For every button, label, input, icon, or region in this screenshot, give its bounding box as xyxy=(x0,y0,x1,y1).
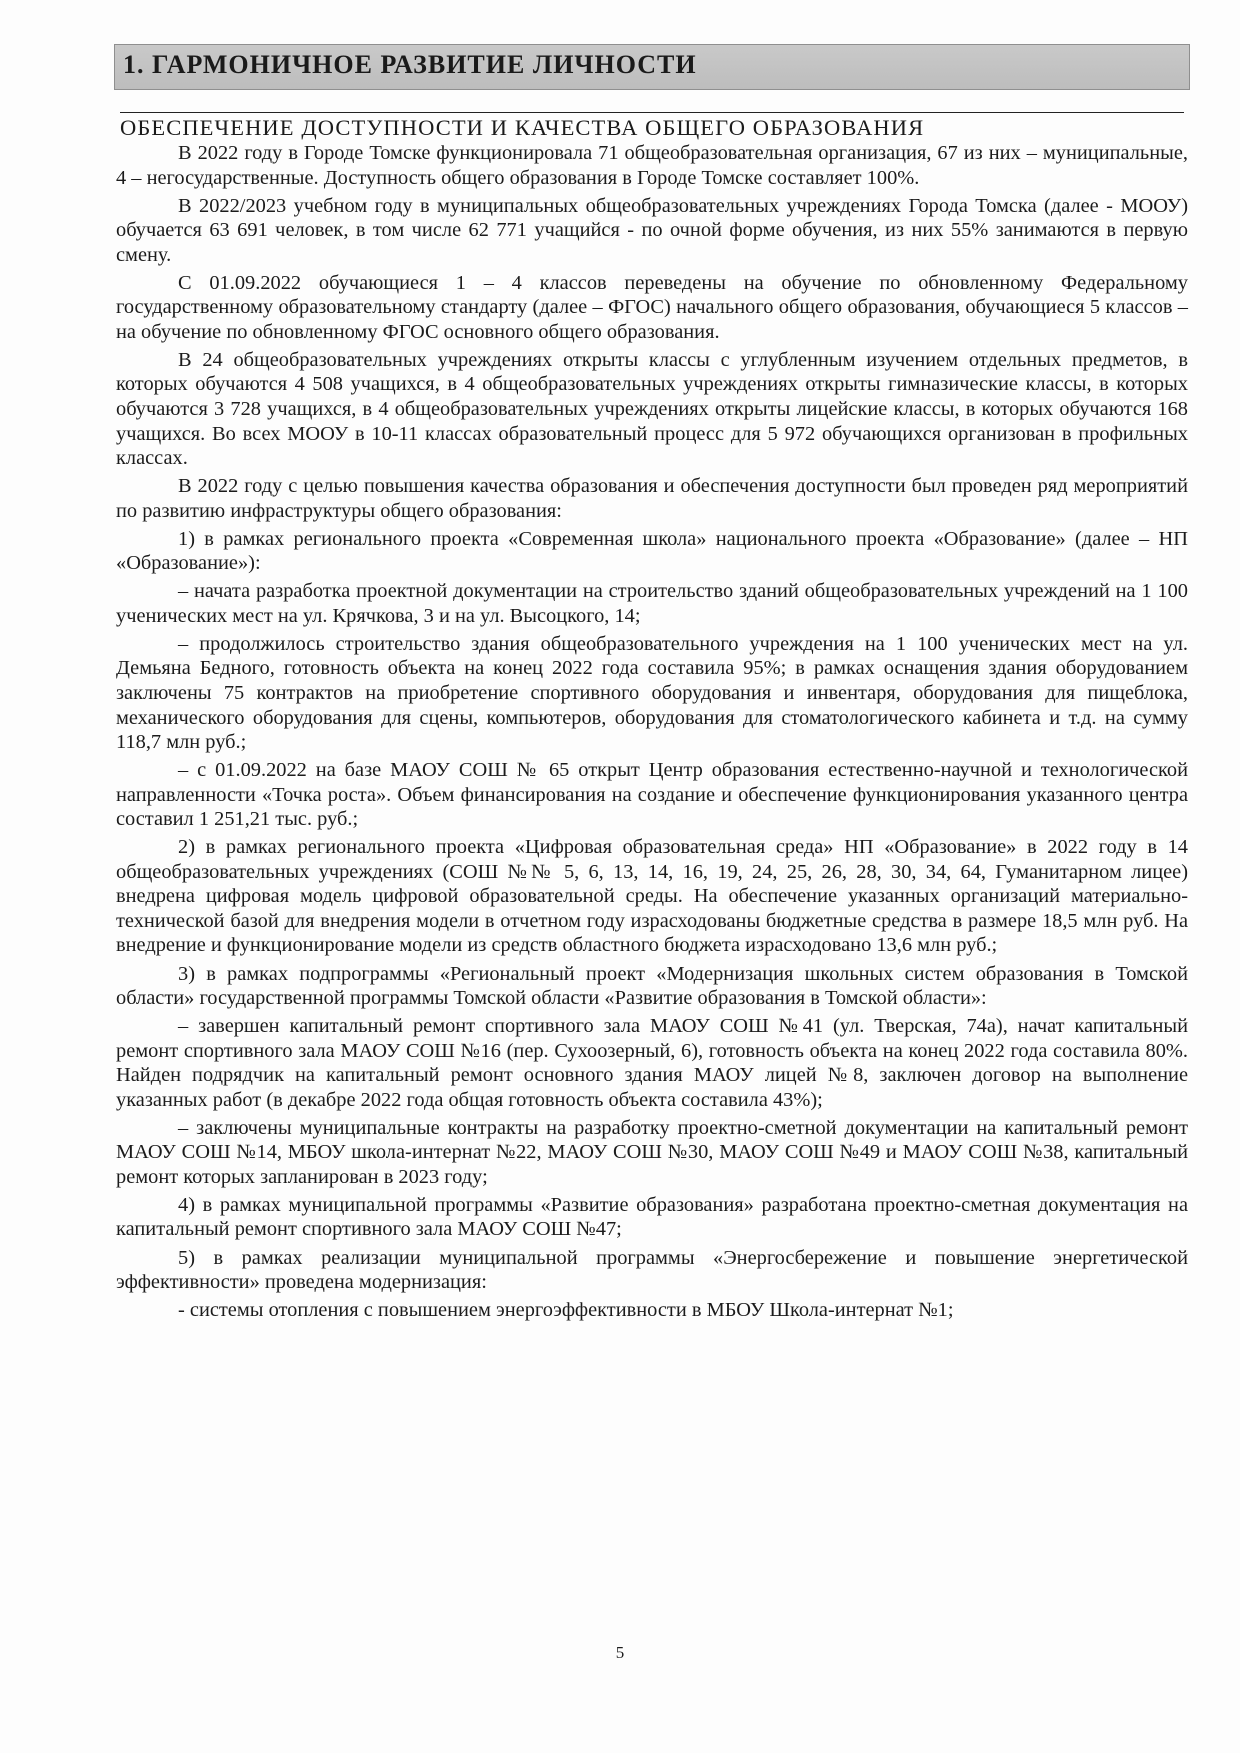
paragraph: С 01.09.2022 обучающиеся 1 – 4 классов переведены на обучение по обновленному Федеральному государственному образовательному стандарту (далее – ФГОС) начального общего образования, обучающиеся 5 классов – на обучение по обновленному ФГОС основного общего образования. xyxy=(116,271,1188,343)
paragraph: 5) в рамках реализации муниципальной программы «Энергосбережение и повышение энергетической эффективности» проведена модернизация: xyxy=(116,1246,1188,1294)
paragraph: В 2022/2023 учебном году в муниципальных общеобразовательных учреждениях Города Томска (далее - МООУ) обучается 63 691 человек, в том числе 62 771 учащийся - по очной форме обучения, из них 55% занимаются в первую смену. xyxy=(116,194,1188,266)
paragraph: - системы отопления с повышением энергоэффективности в МБОУ Школа-интернат №1; xyxy=(178,1299,954,1322)
paragraph: В 2022 году в Городе Томске функционировала 71 общеобразовательная организация, 67 из них – муниципальные, 4 – негосударственные. Доступность общего образования в Городе Томске составляет 100%. xyxy=(116,142,1188,189)
section-title: ОБЕСПЕЧЕНИЕ ДОСТУПНОСТИ И КАЧЕСТВА ОБЩЕГО ОБРАЗОВАНИЯ xyxy=(120,112,1184,141)
paragraph: 4) в рамках муниципальной программы «Развитие образования» разработана проектно-сметная документация на капитальный ремонт спортивного зала МАОУ СОШ №47; xyxy=(116,1193,1188,1241)
chapter-title: 1. ГАРМОНИЧНОЕ РАЗВИТИЕ ЛИЧНОСТИ xyxy=(123,50,697,79)
paragraph: – продолжилось строительство здания общеобразовательного учреждения на 1 100 ученических мест на ул. Демьяна Бедного, готовность объекта на конец 2022 года составила 95%; в рамках оснащения здания оборудованием заключены 75 контрактов на приобретение спортивного оборудования и инвентаря, оборудования для пищеблока, механического оборудования для сцены, компьютеров, оборудования для стоматологического кабинета и т.д. на сумму 118,7 млн руб.; xyxy=(116,632,1188,754)
paragraph: – с 01.09.2022 на базе МАОУ СОШ № 65 открыт Центр образования естественно-научной и технологической направленности «Точка роста». Объем финансирования на создание и обеспечение функционирования указанного центра составил 1 251,21 тыс. руб.; xyxy=(116,759,1188,831)
paragraph: 1) в рамках регионального проекта «Современная школа» национального проекта «Образование» (далее – НП «Образование»): xyxy=(116,527,1188,575)
paragraph: 2) в рамках регионального проекта «Цифровая образовательная среда» НП «Образование» в 2022 году в 14 общеобразовательных учреждениях (СОШ №№ 5, 6, 13, 14, 16, 19, 24, 25, 26, 28, 30, 34, 64, Гуманитарном лицее) внедрена цифровая модель цифровой образовательной среды. На обеспечение указанных организаций материально-технической базой для внедрения модели в отчетном году израсходованы бюджетные средства в размере 18,5 млн руб. На внедрение и функционирование модели из средств областного бюджета израсходовано 13,6 млн руб.; xyxy=(116,836,1188,957)
page-number: 5 xyxy=(615,1643,625,1662)
paragraph: – начата разработка проектной документации на строительство зданий общеобразовательных учреждений на 1 100 ученических мест на ул. Крячкова, 3 и на ул. Высоцкого, 14; xyxy=(116,580,1188,627)
paragraph: – заключены муниципальные контракты на разработку проектно-сметной документации на капитальный ремонт МАОУ СОШ №14, МБОУ школа-интернат №22, МАОУ СОШ №30, МАОУ СОШ №49 и МАОУ СОШ №38, капитальный ремонт которых запланирован в 2023 году; xyxy=(116,1116,1188,1188)
chapter-header-band xyxy=(114,44,1190,90)
paragraph: – завершен капитальный ремонт спортивного зала МАОУ СОШ №41 (ул. Тверская, 74а), начат капитальный ремонт спортивного зала МАОУ СОШ №16 (пер. Сухоозерный, 6), готовность объекта на конец 2022 года составила 80%. Найден подрядчик на капитальный ремонт основного здания МАОУ лицей №8, заключен договор на выполнение указанных работ (в декабре 2022 года общая готовность объекта составила 43%); xyxy=(116,1015,1188,1111)
paragraph: В 2022 году с целью повышения качества образования и обеспечения доступности был проведен ряд мероприятий по развитию инфраструктуры общего образования: xyxy=(116,475,1188,522)
body-text xyxy=(116,141,1188,1326)
paragraph: 3) в рамках подпрограммы «Региональный проект «Модернизация школьных систем образования в Томской области» государственной программы Томской области «Развитие образования в Томской области»: xyxy=(116,962,1188,1010)
paragraph: В 24 общеобразовательных учреждениях открыты классы с углубленным изучением отдельных предметов, в которых обучаются 4 508 учащихся, в 4 общеобразовательных учреждениях открыты гимназические классы, в которых обучаются 3 728 учащихся, в 4 общеобразовательных учреждениях открыты лицейские классы, в которых обучаются 168 учащихся. Во всех МООУ в 10-11 классах образовательный процесс для 5 972 обучающихся организован в профильных классах. xyxy=(116,348,1188,470)
